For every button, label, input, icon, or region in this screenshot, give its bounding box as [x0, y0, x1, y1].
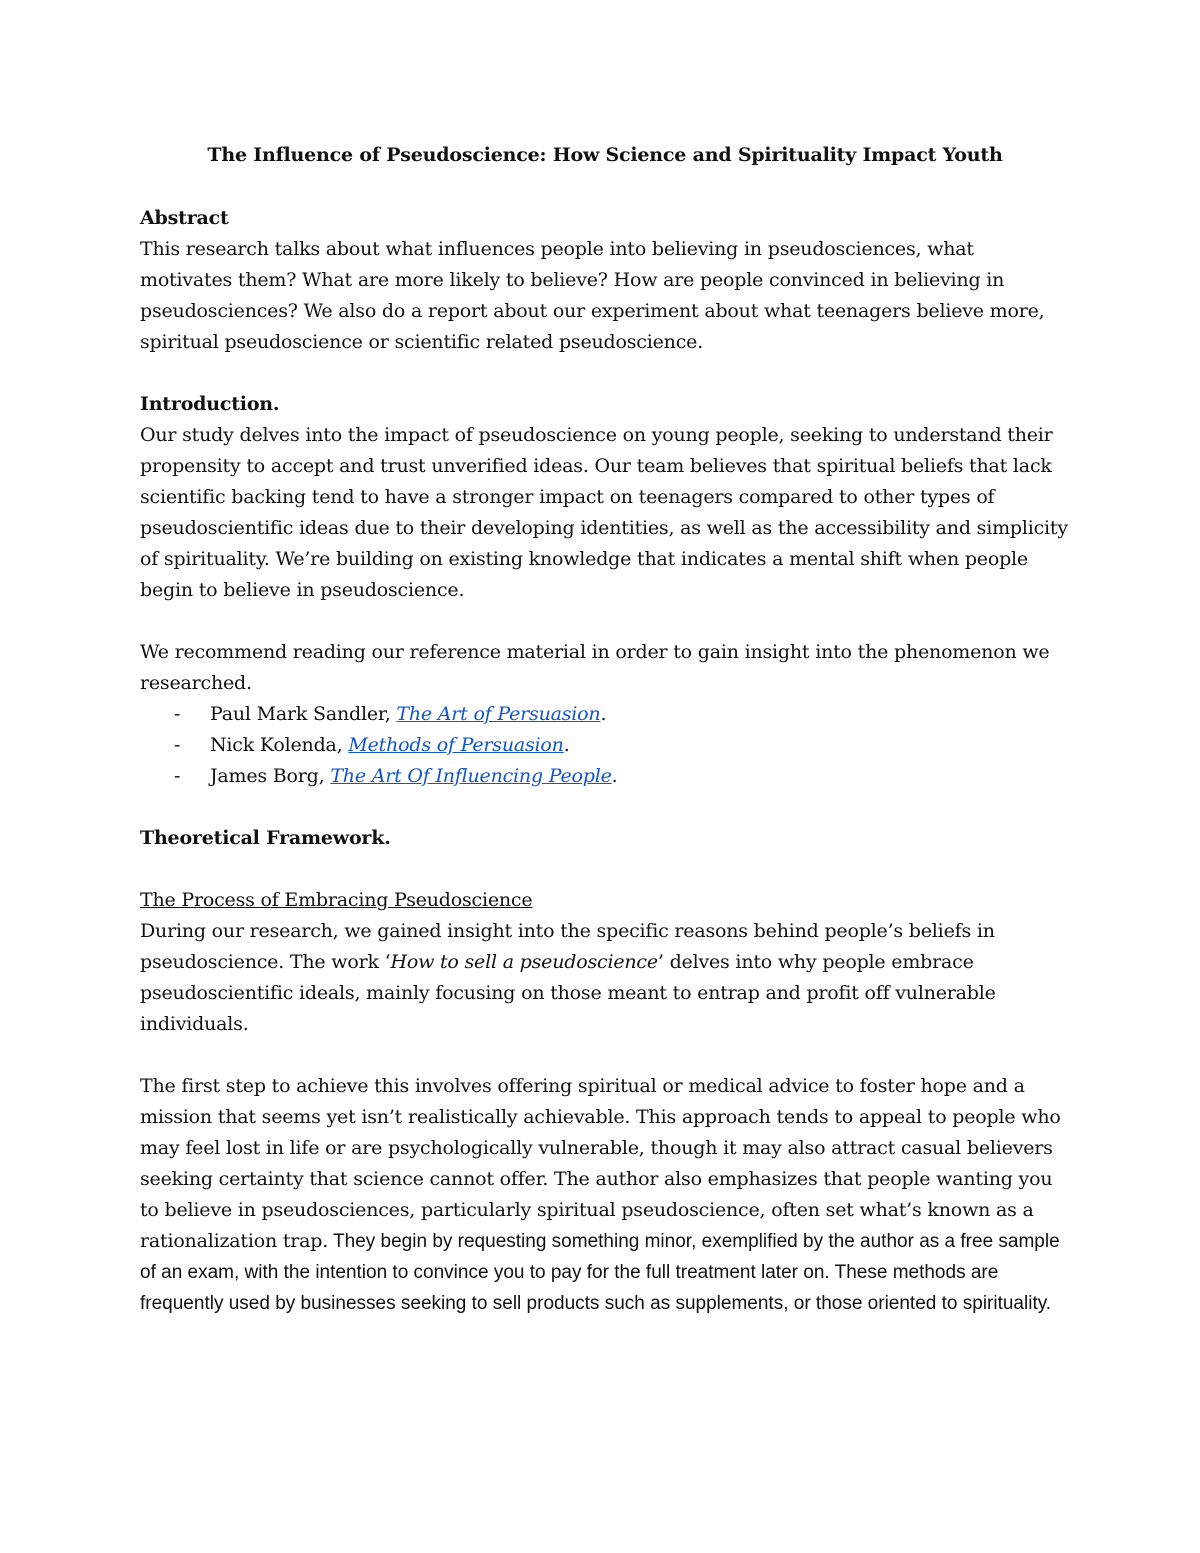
theoretical-framework-section — [140, 823, 1070, 1319]
introduction-body: Our study delves into the impact of pseudoscience on young people, seeking to understand their propensity to accept and trust unverified ideas. Our team believes that spiritual beliefs that lack scientific backing tend to have a stronger impact on teenagers compared to other types of pseudoscientific ideas due to their developing identities, as well as the accessibility and simplicity of spirituality. We’re building on existing knowledge that indicates a mental shift when people begin to believe in pseudoscience. — [140, 424, 1068, 601]
paragraph-text: ’ delves into why people embrace pseudoscientific ideals, mainly focusing on those meant to entrap and profit off vulnerable individuals. — [140, 951, 996, 1035]
list-dash: - — [174, 703, 181, 725]
reference-end: . — [611, 765, 618, 787]
reference-list — [140, 699, 1070, 792]
abstract-heading: Abstract — [140, 207, 229, 229]
framework-paragraph-1 — [140, 916, 1070, 1040]
reference-link-art-of-influencing-people[interactable]: The Art Of Influencing People — [330, 765, 612, 787]
spacer — [140, 358, 1070, 389]
abstract-body: This research talks about what influences people into believing in pseudosciences, what motivates them? What are more likely to believe? How are people convinced in believing in pseudosciences? We also do a report about our experiment about what teenagers believe more, spiritual pseudoscience or scientific related pseudoscience. — [140, 238, 1045, 353]
paragraph-text: The first step to achieve this involves offering spiritual or medical advice to foster hope and a mission that seems yet isn’t realistically achievable. This approach tends to appeal to people who may feel lost in life or are psychologically vulnerable, though it may also attract casual believers seeking certainty that science cannot offer. The author also emphasizes that people wanting you to believe in pseudosciences, particularly spiritual pseudoscience, often set what’s known as a rationalization trap. — [140, 1075, 1061, 1252]
paragraph-text: During our research, we gained insight into the specific reasons behind people’s beliefs in pseudoscience. The work ‘ — [140, 920, 995, 973]
list-dash: - — [174, 734, 181, 756]
theoretical-framework-heading: Theoretical Framework. — [140, 827, 391, 849]
recommendation-text: We recommend reading our reference material in order to gain insight into the phenomenon we researched. — [140, 641, 1050, 694]
list-dash: - — [174, 765, 181, 787]
reference-author: Paul Mark Sandler, — [210, 703, 397, 725]
reference-link-art-of-persuasion[interactable]: The Art of Persuasion — [396, 703, 601, 725]
spacer — [140, 792, 1070, 823]
introduction-heading: Introduction. — [140, 393, 280, 415]
reference-link-methods-of-persuasion[interactable]: Methods of Persuasion — [348, 734, 564, 756]
abstract-section — [140, 203, 1070, 358]
paragraph-text-sans: They begin by requesting something minor, exemplified by the author as a free sample of an exam, with the intention to convince you to pay for the full treatment later on. These methods are frequently used by businesses seeking to sell products such as supplements, or those oriented to spirituality. — [140, 1231, 1060, 1314]
document-page — [140, 138, 1070, 1319]
reference-end: . — [600, 703, 607, 725]
document-title: The Influence of Pseudoscience: How Science and Spirituality Impact Youth — [207, 144, 1003, 166]
reference-item — [174, 699, 1070, 730]
spacer — [140, 606, 1070, 637]
introduction-section — [140, 389, 1070, 792]
reference-author: James Borg, — [210, 765, 331, 787]
reference-end: . — [563, 734, 570, 756]
spacer — [140, 854, 1070, 885]
process-subheading: The Process of Embracing Pseudoscience — [140, 889, 533, 911]
work-title: How to sell a pseudoscience — [390, 951, 658, 973]
reference-author: Nick Kolenda, — [210, 734, 349, 756]
spacer — [140, 1040, 1070, 1071]
reference-item — [174, 761, 1070, 792]
framework-paragraph-2 — [140, 1071, 1070, 1319]
reference-item — [174, 730, 1070, 761]
